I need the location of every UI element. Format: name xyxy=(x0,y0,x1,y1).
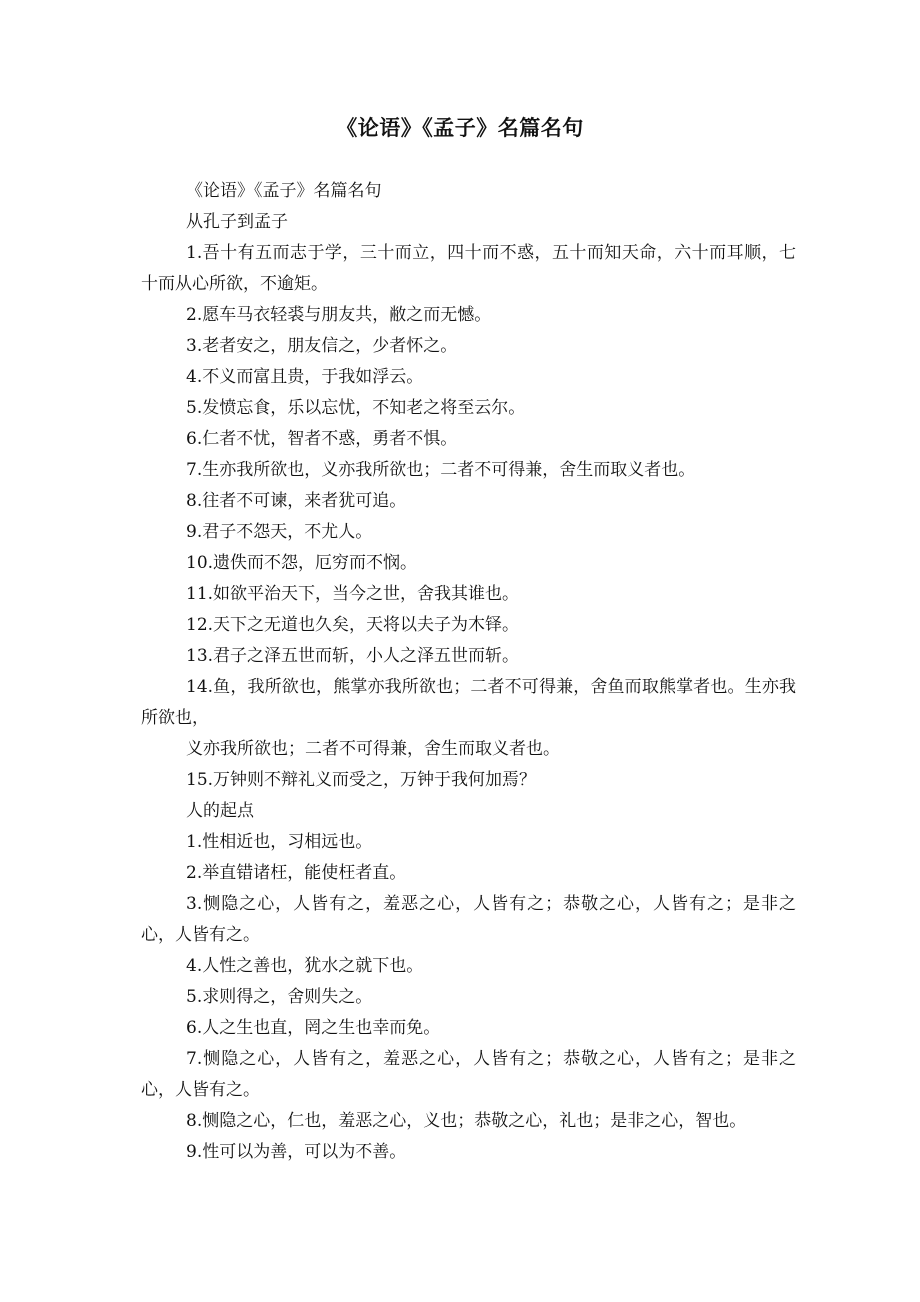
paragraph: 8.往者不可谏，来者犹可追。 xyxy=(186,491,407,511)
paragraph: 2.举直错诸枉，能使枉者直。 xyxy=(186,863,407,883)
paragraph: 5.发愤忘食，乐以忘忧，不知老之将至云尔。 xyxy=(186,398,526,418)
paragraph: 6.仁者不忧，智者不惑，勇者不惧。 xyxy=(186,429,458,449)
section-heading: 人的起点 xyxy=(186,801,254,821)
paragraph: 11.如欲平治天下，当今之世，舍我其谁也。 xyxy=(186,584,520,604)
paragraph: 7.生亦我所欲也，义亦我所欲也；二者不可得兼，舍生而取义者也。 xyxy=(186,460,696,480)
paragraph: 14.鱼，我所欲也，熊掌亦我所欲也；二者不可得兼，舍鱼而取熊掌者也。生亦我所欲也， xyxy=(141,677,796,728)
paragraph: 1.性相近也，习相远也。 xyxy=(186,832,373,852)
paragraph: 8.恻隐之心，仁也，羞恶之心，义也；恭敬之心，礼也；是非之心，智也。 xyxy=(186,1111,747,1131)
paragraph: 13.君子之泽五世而斩，小人之泽五世而斩。 xyxy=(186,646,520,666)
paragraph: 9.性可以为善，可以为不善。 xyxy=(186,1142,407,1162)
paragraph: 3.老者安之，朋友信之，少者怀之。 xyxy=(186,336,458,356)
paragraph: 15.万钟则不辩礼义而受之，万钟于我何加焉？ xyxy=(186,770,537,790)
document-body xyxy=(141,176,796,1168)
paragraph: 1.吾十有五而志于学，三十而立，四十而不惑，五十而知天命，六十而耳顺，七十而从心所欲，不逾矩。 xyxy=(141,243,796,294)
paragraph: 3.恻隐之心，人皆有之，羞恶之心，人皆有之；恭敬之心，人皆有之；是非之心，人皆有之。 xyxy=(141,894,796,945)
page-title: 《论语》《孟子》名篇名句 xyxy=(336,115,584,140)
paragraph: 义亦我所欲也；二者不可得兼，舍生而取义者也。 xyxy=(186,739,560,759)
paragraph: 2.愿车马衣轻裘与朋友共，敝之而无憾。 xyxy=(186,305,492,325)
paragraph: 6.人之生也直，罔之生也幸而免。 xyxy=(186,1018,441,1038)
paragraph: 7.恻隐之心，人皆有之，羞恶之心，人皆有之；恭敬之心，人皆有之；是非之心，人皆有之。 xyxy=(141,1049,796,1100)
paragraph: 12.天下之无道也久矣，天将以夫子为木铎。 xyxy=(186,615,520,635)
paragraph: 《论语》《孟子》名篇名句 xyxy=(186,181,382,201)
paragraph: 10.遗佚而不怨，厄穷而不悯。 xyxy=(186,553,418,573)
section-heading: 从孔子到孟子 xyxy=(186,212,288,232)
paragraph: 4.不义而富且贵，于我如浮云。 xyxy=(186,367,424,387)
paragraph: 9.君子不怨天，不尤人。 xyxy=(186,522,373,542)
paragraph: 5.求则得之，舍则失之。 xyxy=(186,987,373,1007)
paragraph: 4.人性之善也，犹水之就下也。 xyxy=(186,956,424,976)
